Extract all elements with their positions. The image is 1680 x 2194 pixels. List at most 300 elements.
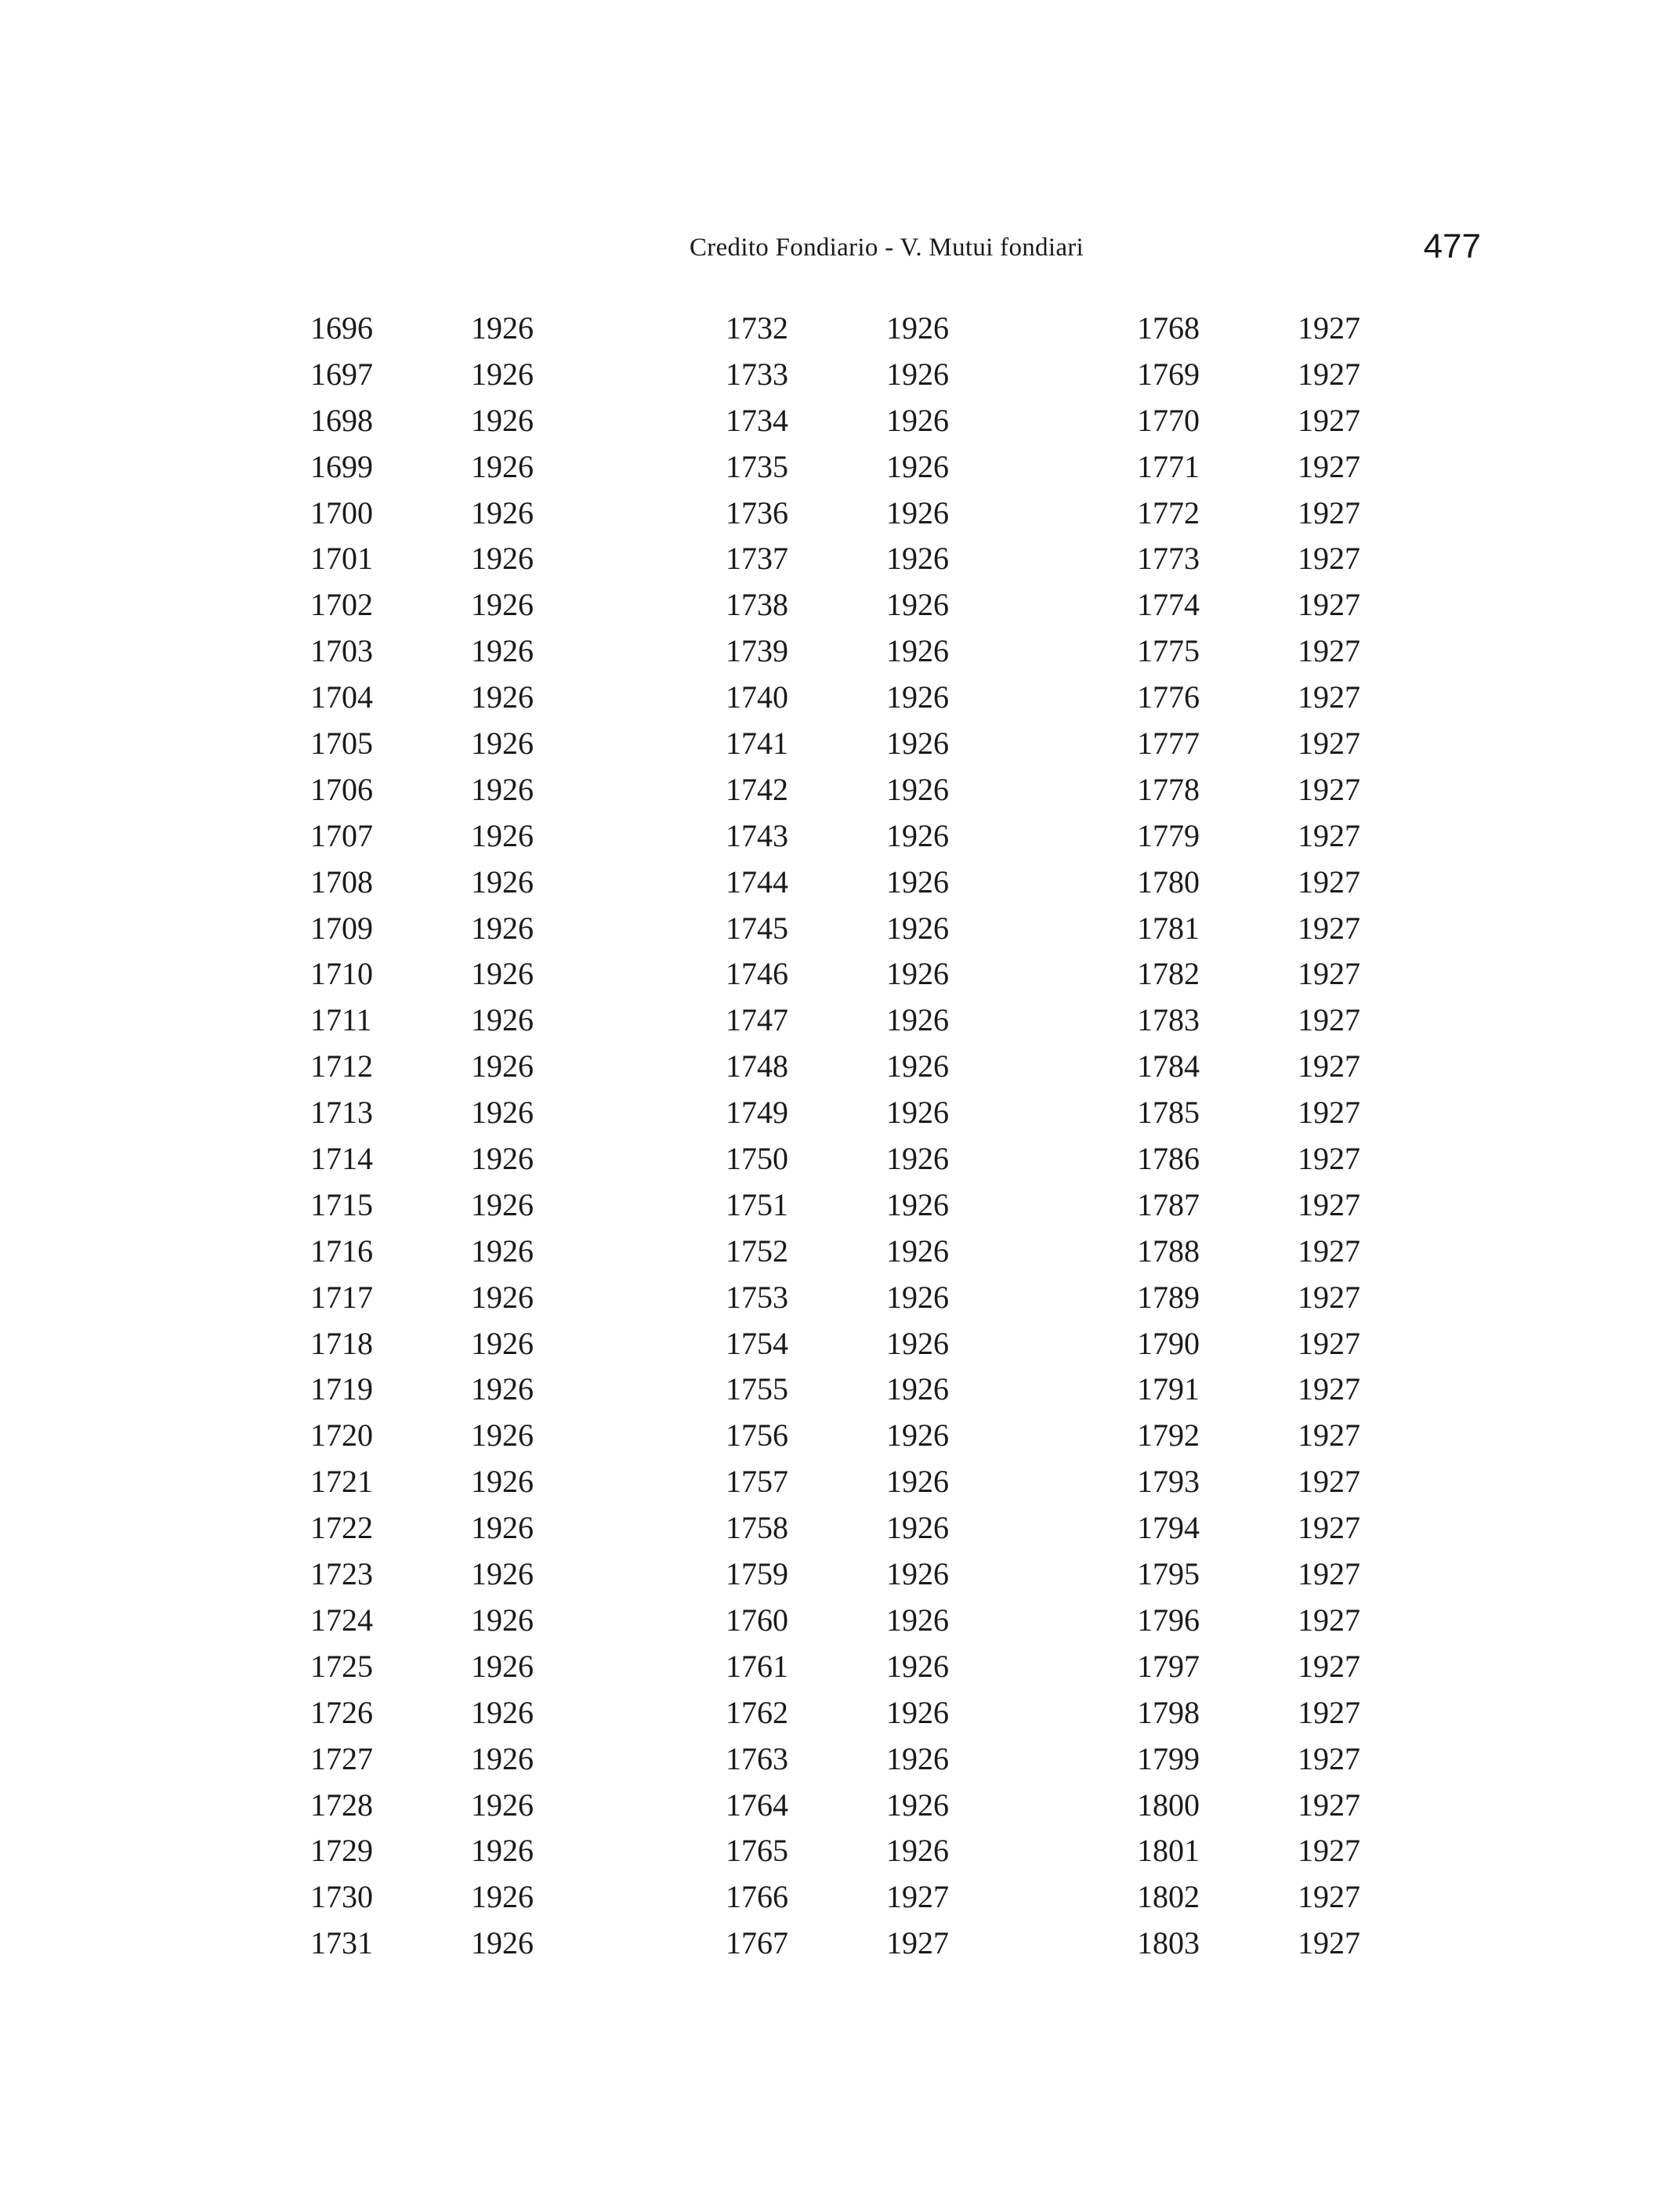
mortgage-number: 1727: [310, 1740, 373, 1776]
mortgage-number: 1705: [310, 726, 373, 762]
table-row: [726, 1044, 961, 1090]
table-row: [1137, 1690, 1372, 1736]
running-title: Credito Fondiario - V. Mutui fondiari: [690, 234, 1084, 262]
year: 1926: [471, 1141, 534, 1177]
table-row: [1137, 1090, 1372, 1136]
mortgage-number: 1762: [726, 1694, 788, 1730]
year: 1926: [471, 1879, 534, 1915]
mortgage-number: 1764: [726, 1787, 788, 1823]
mortgage-number: 1787: [1137, 1186, 1200, 1222]
mortgage-number: 1760: [726, 1602, 788, 1638]
year: 1926: [886, 726, 949, 762]
mortgage-number: 1777: [1137, 726, 1200, 762]
table-row: [726, 767, 961, 813]
mortgage-number: 1736: [726, 494, 788, 530]
table-row: [1137, 1459, 1372, 1505]
table-row: [726, 675, 961, 721]
mortgage-number: 1699: [310, 448, 373, 484]
year: 1926: [886, 1141, 949, 1177]
table-row: [310, 536, 545, 582]
table-row: [310, 1275, 545, 1321]
year: 1927: [1298, 1787, 1360, 1823]
year: 1927: [1298, 402, 1360, 438]
year: 1927: [1298, 356, 1360, 392]
mortgage-number: 1702: [310, 587, 373, 623]
year: 1926: [886, 1556, 949, 1592]
table-row: [1137, 1874, 1372, 1921]
mortgage-number: 1782: [1137, 956, 1200, 992]
mortgage-number: 1785: [1137, 1095, 1200, 1131]
year: 1927: [1298, 1556, 1360, 1592]
table-row: [310, 721, 545, 767]
year: 1926: [471, 1648, 534, 1684]
table-row: [726, 1644, 961, 1690]
table-row: [726, 398, 961, 444]
year: 1926: [471, 1325, 534, 1361]
table-row: [310, 1736, 545, 1783]
table-row: [310, 1783, 545, 1829]
table-row: [310, 1413, 545, 1459]
mortgage-number: 1732: [726, 310, 788, 346]
table-row: [310, 1044, 545, 1090]
table-row: [1137, 1598, 1372, 1644]
table-row: [726, 1275, 961, 1321]
year: 1926: [886, 541, 949, 577]
mortgage-number: 1744: [726, 863, 788, 900]
mortgage-number: 1779: [1137, 817, 1200, 853]
table-row: [726, 536, 961, 582]
table-row: [726, 1367, 961, 1413]
mortgage-number: 1718: [310, 1325, 373, 1361]
table-row: [310, 1551, 545, 1598]
year: 1927: [1298, 1464, 1360, 1500]
table-row: [310, 352, 545, 398]
table-row: [310, 1598, 545, 1644]
mortgage-number: 1700: [310, 494, 373, 530]
mortgage-number: 1774: [1137, 587, 1200, 623]
year: 1926: [471, 910, 534, 946]
year: 1927: [1298, 1925, 1360, 1961]
mortgage-number: 1778: [1137, 771, 1200, 807]
year: 1926: [471, 1186, 534, 1222]
mortgage-number: 1792: [1137, 1417, 1200, 1454]
year: 1927: [886, 1925, 949, 1961]
mortgage-number: 1761: [726, 1648, 788, 1684]
mortgage-number: 1735: [726, 448, 788, 484]
year: 1926: [471, 541, 534, 577]
page-number: 477: [1423, 227, 1481, 266]
table-row: [310, 1644, 545, 1690]
table-row: [1137, 767, 1372, 813]
mortgage-number: 1742: [726, 771, 788, 807]
mortgage-number: 1703: [310, 633, 373, 669]
table-row: [310, 906, 545, 952]
page-header: [690, 227, 1481, 274]
year: 1927: [1298, 541, 1360, 577]
table-row: [1137, 1044, 1372, 1090]
table-row: [726, 906, 961, 952]
table-row: [1137, 1413, 1372, 1459]
year: 1926: [471, 1602, 534, 1638]
year: 1926: [471, 1002, 534, 1038]
year: 1926: [471, 1510, 534, 1546]
table-row: [310, 628, 545, 675]
table-row: [310, 1136, 545, 1182]
table-row: [726, 1321, 961, 1367]
year: 1927: [1298, 1879, 1360, 1915]
mortgage-number: 1746: [726, 956, 788, 992]
year: 1926: [471, 726, 534, 762]
year: 1926: [471, 448, 534, 484]
table-row: [1137, 352, 1372, 398]
table-row: [310, 1090, 545, 1136]
year: 1927: [1298, 1602, 1360, 1638]
year: 1926: [886, 1740, 949, 1776]
mortgage-number: 1715: [310, 1186, 373, 1222]
mortgage-number: 1798: [1137, 1694, 1200, 1730]
table-row: [726, 1136, 961, 1182]
mortgage-number: 1714: [310, 1141, 373, 1177]
year: 1926: [471, 1233, 534, 1269]
table-row: [726, 1459, 961, 1505]
year: 1926: [471, 1833, 534, 1869]
column-group: [726, 306, 961, 1967]
table-row: [1137, 1736, 1372, 1783]
year: 1926: [886, 1233, 949, 1269]
table-row: [726, 582, 961, 628]
table-row: [726, 1828, 961, 1874]
year: 1926: [886, 633, 949, 669]
table-row: [726, 1736, 961, 1783]
table-row: [310, 860, 545, 906]
year: 1927: [1298, 1186, 1360, 1222]
year: 1926: [886, 310, 949, 346]
year: 1927: [1298, 1371, 1360, 1407]
table-row: [726, 1229, 961, 1275]
year: 1926: [471, 863, 534, 900]
mortgage-number: 1748: [726, 1048, 788, 1084]
table-row: [726, 997, 961, 1044]
year: 1927: [1298, 1048, 1360, 1084]
table-row: [726, 444, 961, 491]
year: 1926: [886, 1833, 949, 1869]
year: 1926: [471, 633, 534, 669]
table-row: [310, 444, 545, 491]
table-row: [1137, 536, 1372, 582]
mortgage-number: 1800: [1137, 1787, 1200, 1823]
table-row: [726, 628, 961, 675]
mortgage-number: 1717: [310, 1279, 373, 1315]
mortgage-number: 1724: [310, 1602, 373, 1638]
table-row: [310, 997, 545, 1044]
year: 1926: [471, 587, 534, 623]
mortgage-number: 1784: [1137, 1048, 1200, 1084]
year: 1926: [471, 402, 534, 438]
mortgage-number: 1756: [726, 1417, 788, 1454]
mortgage-number: 1720: [310, 1417, 373, 1454]
mortgage-number: 1775: [1137, 633, 1200, 669]
mortgage-number: 1719: [310, 1371, 373, 1407]
year: 1927: [1298, 448, 1360, 484]
mortgage-number: 1722: [310, 1510, 373, 1546]
mortgage-number: 1711: [310, 1002, 372, 1038]
table-row: [310, 1459, 545, 1505]
table-row: [310, 1874, 545, 1921]
year: 1927: [1298, 1095, 1360, 1131]
year: 1927: [1298, 910, 1360, 946]
mortgage-number: 1771: [1137, 448, 1200, 484]
mortgage-number: 1731: [310, 1925, 373, 1961]
table-row: [1137, 813, 1372, 860]
year: 1927: [1298, 1002, 1360, 1038]
mortgage-number: 1716: [310, 1233, 373, 1269]
mortgage-number: 1737: [726, 541, 788, 577]
year: 1926: [471, 1694, 534, 1730]
mortgage-number: 1723: [310, 1556, 373, 1592]
table-row: [1137, 1275, 1372, 1321]
table-row: [726, 491, 961, 537]
mortgage-number: 1707: [310, 817, 373, 853]
year: 1926: [886, 1186, 949, 1222]
mortgage-number: 1749: [726, 1095, 788, 1131]
table-row: [726, 1690, 961, 1736]
year: 1927: [1298, 587, 1360, 623]
table-row: [1137, 997, 1372, 1044]
table-row: [310, 675, 545, 721]
mortgage-number: 1721: [310, 1464, 373, 1500]
year: 1926: [886, 956, 949, 992]
mortgage-number: 1725: [310, 1648, 373, 1684]
table-row: [726, 1182, 961, 1229]
year: 1926: [886, 356, 949, 392]
table-row: [1137, 1551, 1372, 1598]
year: 1926: [471, 771, 534, 807]
table-row: [726, 1551, 961, 1598]
year: 1926: [886, 1048, 949, 1084]
mortgage-number: 1697: [310, 356, 373, 392]
mortgage-number: 1789: [1137, 1279, 1200, 1315]
mortgage-number: 1768: [1137, 310, 1200, 346]
table-row: [726, 1413, 961, 1459]
table-row: [1137, 628, 1372, 675]
year: 1926: [886, 1095, 949, 1131]
mortgage-number: 1799: [1137, 1740, 1200, 1776]
mortgage-number: 1773: [1137, 541, 1200, 577]
mortgage-number: 1706: [310, 771, 373, 807]
year: 1927: [1298, 1325, 1360, 1361]
year: 1926: [886, 587, 949, 623]
year: 1926: [471, 1279, 534, 1315]
table-row: [726, 1921, 961, 1967]
table-row: [1137, 1182, 1372, 1229]
table-row: [310, 1229, 545, 1275]
table-row: [310, 1182, 545, 1229]
year: 1926: [471, 1417, 534, 1454]
mortgage-number: 1704: [310, 679, 373, 715]
table-row: [1137, 444, 1372, 491]
table-row: [1137, 398, 1372, 444]
mortgage-number: 1783: [1137, 1002, 1200, 1038]
table-row: [310, 813, 545, 860]
mortgage-number: 1766: [726, 1879, 788, 1915]
year: 1927: [1298, 1833, 1360, 1869]
mortgage-number: 1745: [726, 910, 788, 946]
mortgage-number: 1738: [726, 587, 788, 623]
mortgage-number: 1750: [726, 1141, 788, 1177]
year: 1927: [886, 1879, 949, 1915]
table-row: [310, 1690, 545, 1736]
table-row: [1137, 1321, 1372, 1367]
table-row: [726, 1874, 961, 1921]
mortgage-number: 1763: [726, 1740, 788, 1776]
mortgage-number: 1751: [726, 1186, 788, 1222]
year: 1927: [1298, 1233, 1360, 1269]
table-row: [726, 352, 961, 398]
mortgage-number: 1747: [726, 1002, 788, 1038]
table-row: [310, 1921, 545, 1967]
year: 1926: [471, 956, 534, 992]
table-row: [310, 582, 545, 628]
table-row: [726, 860, 961, 906]
year: 1926: [471, 1048, 534, 1084]
table-row: [310, 398, 545, 444]
mortgage-number: 1754: [726, 1325, 788, 1361]
year: 1926: [471, 494, 534, 530]
mortgage-number: 1758: [726, 1510, 788, 1546]
year: 1926: [886, 402, 949, 438]
table-row: [1137, 306, 1372, 352]
table-row: [310, 767, 545, 813]
mortgage-number: 1740: [726, 679, 788, 715]
table-row: [1137, 491, 1372, 537]
table-row: [726, 1598, 961, 1644]
year: 1926: [886, 679, 949, 715]
mortgage-number: 1757: [726, 1464, 788, 1500]
table-row: [310, 1505, 545, 1551]
mortgage-number: 1713: [310, 1095, 373, 1131]
year: 1926: [471, 1740, 534, 1776]
year: 1926: [471, 1787, 534, 1823]
table-row: [726, 306, 961, 352]
table-row: [310, 1321, 545, 1367]
table-row: [1137, 1783, 1372, 1829]
mortgage-number: 1728: [310, 1787, 373, 1823]
year: 1926: [886, 1787, 949, 1823]
mortgage-number: 1767: [726, 1925, 788, 1961]
year: 1926: [886, 1325, 949, 1361]
table-row: [726, 813, 961, 860]
year: 1926: [886, 817, 949, 853]
mortgage-number: 1759: [726, 1556, 788, 1592]
table-row: [1137, 860, 1372, 906]
table-row: [726, 951, 961, 997]
table-row: [1137, 1229, 1372, 1275]
mortgage-number: 1772: [1137, 494, 1200, 530]
table-row: [310, 1828, 545, 1874]
mortgage-number: 1726: [310, 1694, 373, 1730]
mortgage-number: 1710: [310, 956, 373, 992]
mortgage-number: 1729: [310, 1833, 373, 1869]
mortgage-number: 1708: [310, 863, 373, 900]
year: 1926: [886, 1464, 949, 1500]
mortgage-number: 1734: [726, 402, 788, 438]
mortgage-number: 1794: [1137, 1510, 1200, 1546]
table-row: [1137, 1921, 1372, 1967]
mortgage-number: 1786: [1137, 1141, 1200, 1177]
year: 1927: [1298, 771, 1360, 807]
table-row: [726, 1090, 961, 1136]
mortgage-number: 1698: [310, 402, 373, 438]
year: 1926: [886, 863, 949, 900]
table-row: [1137, 675, 1372, 721]
year: 1926: [886, 1694, 949, 1730]
table-row: [1137, 906, 1372, 952]
year: 1926: [886, 1417, 949, 1454]
column-group: [310, 306, 545, 1967]
year: 1927: [1298, 1510, 1360, 1546]
mortgage-number: 1712: [310, 1048, 373, 1084]
table-row: [726, 721, 961, 767]
mortgage-number: 1793: [1137, 1464, 1200, 1500]
year: 1927: [1298, 1279, 1360, 1315]
year: 1926: [886, 1371, 949, 1407]
mortgage-number: 1752: [726, 1233, 788, 1269]
table-row: [310, 1367, 545, 1413]
mortgage-number: 1733: [726, 356, 788, 392]
mortgage-number: 1802: [1137, 1879, 1200, 1915]
mortgage-number: 1743: [726, 817, 788, 853]
year: 1927: [1298, 956, 1360, 992]
table-row: [310, 491, 545, 537]
year: 1927: [1298, 817, 1360, 853]
mortgage-number: 1696: [310, 310, 373, 346]
mortgage-number: 1755: [726, 1371, 788, 1407]
year: 1927: [1298, 494, 1360, 530]
year: 1927: [1298, 679, 1360, 715]
table-row: [1137, 1367, 1372, 1413]
table-row: [1137, 582, 1372, 628]
year: 1926: [471, 1556, 534, 1592]
year: 1927: [1298, 1694, 1360, 1730]
year: 1926: [886, 494, 949, 530]
year: 1927: [1298, 1648, 1360, 1684]
year: 1926: [886, 1648, 949, 1684]
mortgage-number: 1791: [1137, 1371, 1200, 1407]
table-row: [1137, 1136, 1372, 1182]
mortgage-number: 1796: [1137, 1602, 1200, 1638]
year: 1926: [886, 910, 949, 946]
mortgage-number: 1739: [726, 633, 788, 669]
mortgage-number: 1701: [310, 541, 373, 577]
mortgage-number: 1776: [1137, 679, 1200, 715]
table-row: [726, 1505, 961, 1551]
table-row: [1137, 1828, 1372, 1874]
mortgage-number: 1741: [726, 726, 788, 762]
mortgage-number: 1803: [1137, 1925, 1200, 1961]
table-row: [310, 306, 545, 352]
mortgage-number: 1797: [1137, 1648, 1200, 1684]
table-row: [310, 951, 545, 997]
mortgage-number: 1780: [1137, 863, 1200, 900]
year: 1926: [886, 1602, 949, 1638]
year: 1926: [886, 1510, 949, 1546]
year: 1927: [1298, 1141, 1360, 1177]
year: 1926: [471, 1371, 534, 1407]
column-group: [1137, 306, 1372, 1967]
year: 1927: [1298, 726, 1360, 762]
mortgage-number: 1765: [726, 1833, 788, 1869]
year: 1926: [471, 817, 534, 853]
